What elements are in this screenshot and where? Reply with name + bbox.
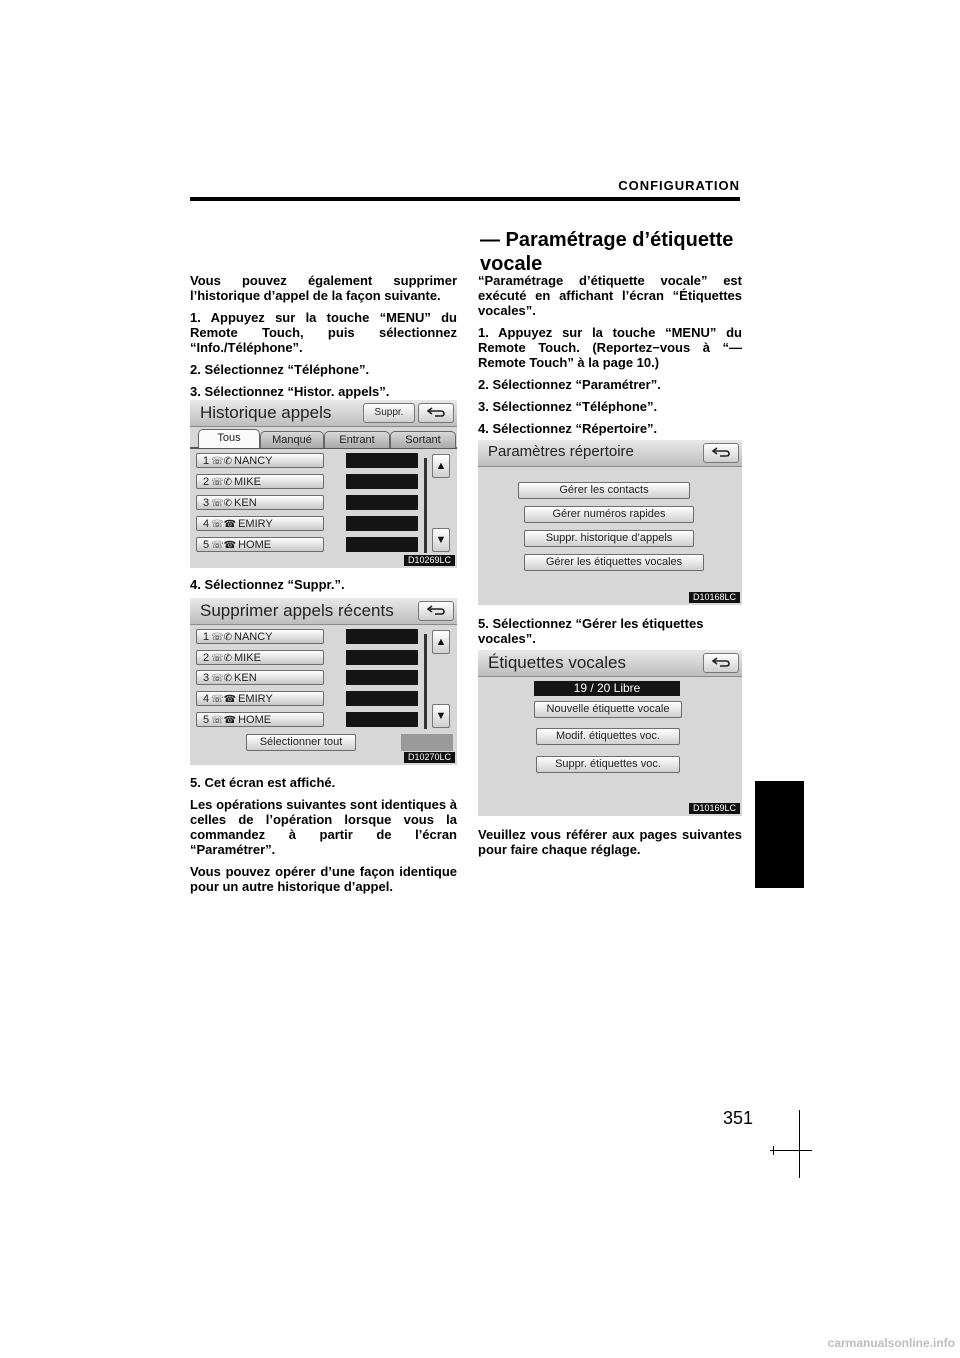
figure-code: D10269LC: [404, 555, 455, 566]
select-all-button[interactable]: Sélectionner tout: [246, 734, 356, 751]
mobile-icon: ☏✆: [211, 632, 233, 643]
row-number: 1: [203, 455, 210, 467]
screen-title: Paramètres répertoire: [488, 443, 634, 460]
row-number: 2: [203, 652, 210, 664]
mobile-icon: ☏✆: [211, 498, 233, 509]
figure-code: D10168LC: [689, 592, 740, 603]
history-row[interactable]: [196, 474, 324, 489]
scrollbar[interactable]: [424, 458, 427, 553]
delete-button[interactable]: Suppr.: [363, 403, 415, 423]
right-step-2: 2. Sélectionnez “Paramétrer”.: [478, 377, 661, 392]
right-intro: “Paramétrage d’étiquette vocale” est exécuté en affichant l’écran “Étiquettes vocales”.: [478, 273, 742, 318]
tab-incoming[interactable]: Entrant: [324, 431, 390, 448]
mobile-icon: ☏✆: [211, 673, 233, 684]
row-name: MIKE: [234, 652, 261, 664]
delete-row[interactable]: [196, 650, 324, 665]
section-header: CONFIGURATION: [618, 178, 740, 192]
new-voice-tag-button[interactable]: Nouvelle étiquette vocale: [534, 701, 682, 718]
mobile-icon: ☏✆: [211, 456, 233, 467]
row-number: 3: [203, 672, 210, 684]
figure-code: D10270LC: [404, 752, 455, 763]
chapter-tab: [755, 781, 804, 888]
row-name: KEN: [234, 672, 257, 684]
delete-row[interactable]: [196, 629, 324, 644]
crop-mark: [770, 1150, 812, 1151]
row-name: NANCY: [234, 631, 273, 643]
crop-mark: [799, 1110, 800, 1178]
history-row[interactable]: [196, 537, 324, 552]
home-phone-icon: ☏☎: [211, 694, 237, 705]
right-step-1: 1. Appuyez sur la touche “MENU” du Remote Touch. (Reportez−vous à “— Remote Touch” à la page 10.): [478, 325, 742, 370]
figure-code: D10169LC: [689, 803, 740, 814]
row-number: 4: [203, 693, 210, 705]
crop-mark: [773, 1146, 774, 1155]
screen-title: Étiquettes vocales: [488, 653, 626, 672]
scroll-down-icon[interactable]: ▼: [432, 528, 450, 552]
time-field: [346, 629, 418, 644]
time-field: [346, 495, 418, 510]
screen-titlebar: [478, 440, 742, 467]
row-name: HOME: [238, 714, 272, 726]
back-button[interactable]: [703, 443, 739, 463]
time-field: [346, 474, 418, 489]
row-number: 3: [203, 497, 210, 509]
manage-contacts-button[interactable]: Gérer les contacts: [518, 482, 690, 499]
screen-titlebar: [190, 400, 457, 427]
manage-speed-dials-button[interactable]: Gérer numéros rapides: [524, 506, 694, 523]
back-button[interactable]: [418, 601, 454, 621]
left-step-2: 2. Sélectionnez “Téléphone”.: [190, 362, 370, 377]
mobile-icon: ☏✆: [211, 653, 233, 664]
delete-row[interactable]: [196, 691, 324, 706]
delete-call-history-button[interactable]: Suppr. historique d’appels: [524, 530, 694, 547]
delete-confirm-button-disabled: [401, 734, 453, 751]
right-step-3: 3. Sélectionnez “Téléphone”.: [478, 399, 658, 414]
time-field: [346, 691, 418, 706]
row-name: NANCY: [234, 455, 273, 467]
section-title: — Paramétrage d’étiquette vocale: [480, 229, 734, 275]
screenshot-delete-recent: [190, 598, 457, 765]
row-number: 5: [203, 539, 210, 551]
row-name: KEN: [234, 497, 257, 509]
delete-voice-tags-button[interactable]: Suppr. étiquettes voc.: [536, 756, 680, 773]
left-para-2: Vous pouvez opérer d’une façon identique pour un autre historique d’appel.: [190, 864, 457, 894]
screen-titlebar: [478, 650, 742, 677]
history-tabs: [190, 429, 457, 449]
watermark: carmanualsonline.info: [827, 1336, 955, 1350]
back-button[interactable]: [703, 653, 739, 673]
header-rule: [190, 197, 740, 201]
tab-all[interactable]: Tous: [198, 429, 260, 448]
scroll-up-icon[interactable]: ▲: [432, 454, 450, 478]
history-row[interactable]: [196, 495, 324, 510]
delete-row[interactable]: [196, 670, 324, 685]
time-field: [346, 712, 418, 727]
screenshot-history: [190, 400, 457, 568]
mobile-icon: ☏✆: [211, 477, 233, 488]
row-number: 1: [203, 631, 210, 643]
back-icon: [711, 446, 731, 458]
right-step-4: 4. Sélectionnez “Répertoire”.: [478, 421, 658, 436]
edit-voice-tags-button[interactable]: Modif. étiquettes voc.: [536, 728, 680, 745]
left-step-3: 3. Sélectionnez “Histor. appels”.: [190, 384, 390, 399]
scroll-up-icon[interactable]: ▲: [432, 630, 450, 654]
left-column-top: [190, 273, 457, 406]
screen-titlebar: [190, 598, 457, 625]
tab-missed[interactable]: Manqué: [260, 431, 324, 448]
page-number: 351: [722, 1108, 753, 1128]
history-row[interactable]: [196, 453, 324, 468]
right-column-top: [478, 273, 742, 443]
voice-tag-counter: 19 / 20 Libre: [534, 681, 680, 696]
row-name: HOME: [238, 539, 272, 551]
left-intro: Vous pouvez également supprimer l’historique d’appel de la façon suivante.: [190, 273, 457, 303]
time-field: [346, 516, 418, 531]
left-step-5: 5. Cet écran est affiché.: [190, 775, 336, 790]
row-number: 2: [203, 476, 210, 488]
right-step-5: 5. Sélectionnez “Gérer les étiquettes vocales”.: [478, 616, 704, 646]
manage-voice-tags-button[interactable]: Gérer les étiquettes vocales: [524, 554, 704, 571]
screenshot-phonebook-settings: [478, 440, 742, 605]
delete-row[interactable]: [196, 712, 324, 727]
home-phone-icon: ☏☎: [211, 715, 237, 726]
home-phone-icon: ☏☎: [211, 540, 237, 551]
home-phone-icon: ☏☎: [211, 519, 237, 530]
left-step-1: 1. Appuyez sur la touche “MENU” du Remote Touch, puis sélectionnez “Info./Téléphone”.: [190, 310, 457, 355]
time-field: [346, 670, 418, 685]
left-step-4: 4. Sélectionnez “Suppr.”.: [190, 577, 345, 592]
history-row[interactable]: [196, 516, 324, 531]
scrollbar[interactable]: [424, 634, 427, 729]
row-number: 5: [203, 714, 210, 726]
row-name: MIKE: [234, 476, 261, 488]
right-outro: Veuillez vous référer aux pages suivantes pour faire chaque réglage.: [478, 827, 742, 857]
time-field: [346, 650, 418, 665]
row-name: EMIRY: [238, 693, 273, 705]
screen-title: Historique appels: [200, 403, 332, 422]
row-name: EMIRY: [238, 518, 273, 530]
screenshot-voice-tags: [478, 650, 742, 816]
left-column-bottom: [190, 775, 457, 901]
time-field: [346, 453, 418, 468]
back-icon: [426, 604, 446, 616]
back-icon: [711, 656, 731, 668]
scroll-down-icon[interactable]: ▼: [432, 704, 450, 728]
time-field: [346, 537, 418, 552]
tab-outgoing[interactable]: Sortant: [390, 431, 456, 448]
screen-title: Supprimer appels récents: [200, 601, 394, 620]
left-para-1: Les opérations suivantes sont identiques à celles de l’opération lorsque vous la commandez à partir de l’écran “Paramétrer”.: [190, 797, 457, 857]
back-button[interactable]: [418, 403, 454, 423]
row-number: 4: [203, 518, 210, 530]
back-icon: [426, 406, 446, 418]
